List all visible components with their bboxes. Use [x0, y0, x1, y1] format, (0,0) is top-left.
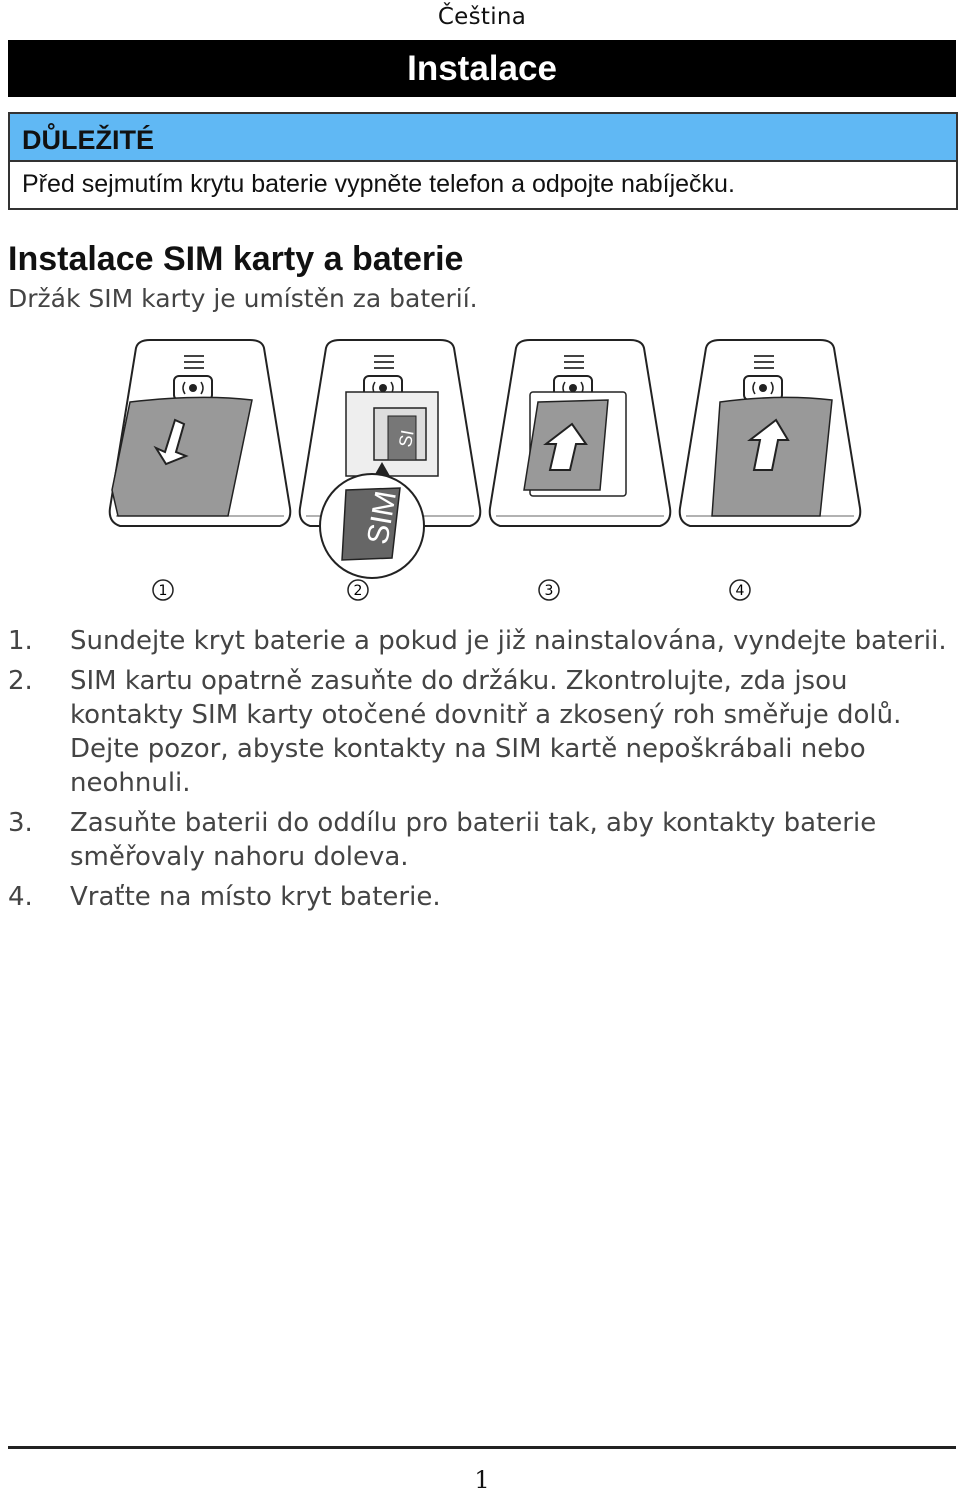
important-heading: DŮLEŽITÉ: [10, 114, 956, 162]
svg-text:3: 3: [544, 583, 554, 599]
step-text: SIM kartu opatrně zasuňte do držáku. Zkontrolujte, zda jsou kontakty SIM karty otočené dovnitř a zkosený roh směřuje dolů. Dejte pozor, abyste kontakty na SIM kartě nepoškrábali nebo neohnuli.: [70, 666, 902, 798]
phone-step-2-illustration: [300, 340, 481, 578]
svg-text:2: 2: [353, 583, 363, 599]
installation-illustration: [0, 328, 960, 608]
list-item: [8, 624, 948, 658]
step-number: 4.: [8, 882, 33, 912]
important-text: Před sejmutím krytu baterie vypněte telefon a odpojte nabíječku.: [22, 170, 735, 198]
step-number: 1.: [8, 626, 33, 656]
list-item: [8, 880, 948, 914]
phone-step-3-illustration: [490, 340, 671, 526]
list-item: [8, 806, 948, 874]
step-marker-3: [539, 580, 559, 600]
sim-card-label: SIM: [361, 488, 404, 547]
step-marker-1: [153, 580, 173, 600]
step-text: Vraťte na místo kryt baterie.: [70, 882, 441, 912]
language-label: Čeština: [437, 4, 527, 30]
step-text: Zasuňte baterii do oddílu pro baterii tak, aby kontakty baterie směřovaly nahoru doleva.: [70, 808, 877, 872]
phone-step-4-illustration: [680, 340, 861, 526]
step-text: Sundejte kryt baterie a pokud je již nainstalována, vyndejte baterii.: [70, 626, 947, 656]
instruction-steps: [8, 624, 948, 920]
svg-text:4: 4: [735, 583, 745, 599]
section-title: Instalace SIM karty a baterie: [8, 240, 464, 278]
page-title: Instalace: [8, 40, 956, 97]
footer-divider: [8, 1446, 956, 1449]
step-marker-2: [348, 580, 368, 600]
svg-text:1: 1: [158, 583, 168, 599]
step-number: 2.: [8, 666, 33, 696]
section-subtitle: Držák SIM karty je umístěn za baterií.: [8, 284, 478, 313]
important-notice: [8, 112, 958, 210]
sim-card-small-label: SI: [395, 428, 418, 449]
phone-step-1-illustration: [110, 340, 291, 526]
step-number: 3.: [8, 808, 33, 838]
page-number: 1: [474, 1466, 490, 1494]
step-marker-4: [730, 580, 750, 600]
list-item: [8, 664, 948, 800]
